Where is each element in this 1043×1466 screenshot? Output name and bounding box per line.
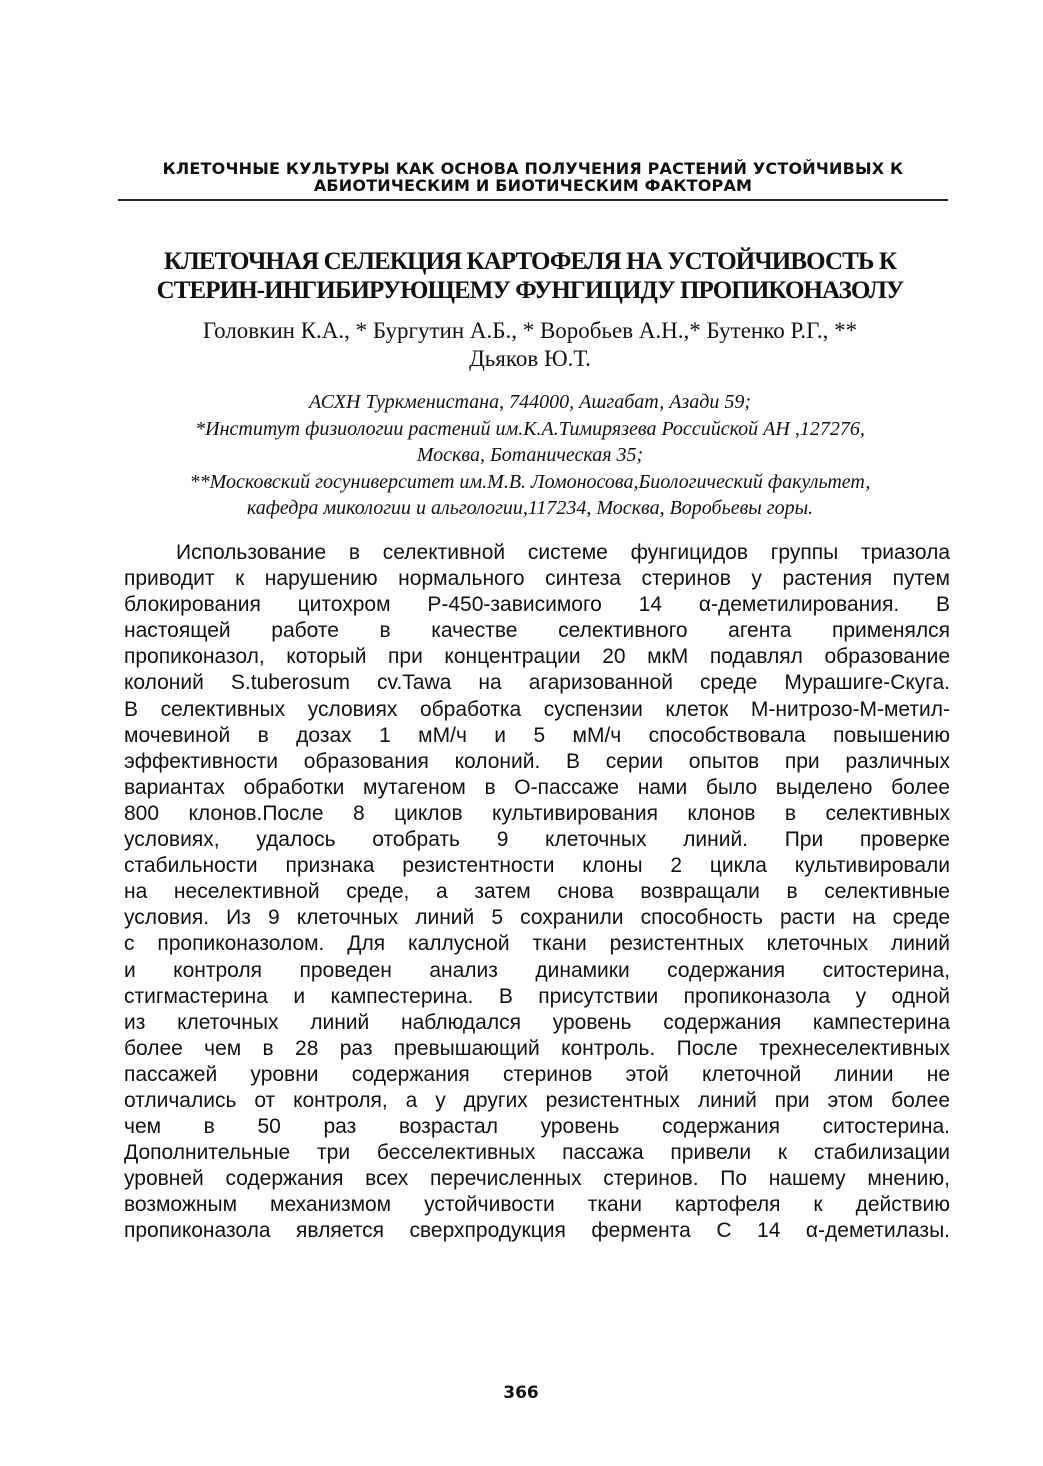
- body-line: отличались от контроля, а у других резистентных линий при этом более: [124, 1088, 950, 1112]
- authors-line-1: Головкин К.А., * Бургутин А.Б., * Воробьев А.Н.,* Бутенко Р.Г., **: [202, 318, 858, 343]
- body-line: стабильности признака резистентности клоны 2 цикла культивировали: [124, 854, 950, 878]
- body-line: колоний S.tuberosum cv.Tawa на агаризованной среде Мурашиге-Скуга.: [124, 671, 950, 695]
- affiliation-line: **Московский госуниверситет им.М.В. Ломоносова,Биологический факультет,: [189, 470, 871, 493]
- affiliation-line: *Институт физиологии растений им.К.А.Тимирязева Российской АН ,127276,: [195, 417, 865, 440]
- body-line: из клеточных линий наблюдался уровень содержания кампестерина: [124, 1010, 950, 1034]
- body-line: условиях, удалось отобрать 9 клеточных линий. При проверке: [124, 828, 950, 852]
- body-line: В селективных условиях обработка суспензии клеток М-нитрозо-М-метил-: [124, 697, 950, 721]
- body-line: мочевиной в дозах 1 мМ/ч и 5 мМ/ч способствовала повышению: [124, 723, 950, 747]
- article-title-line-2: СТЕРИН-ИНГИБИРУЮЩЕМУ ФУНГИЦИДУ ПРОПИКОНАЗОЛУ: [156, 277, 904, 304]
- body-line: пропиконазол, который при концентрации 20 мкМ подавлял образование: [124, 645, 950, 669]
- page-number: 366: [503, 1383, 539, 1403]
- affiliations: [120, 389, 940, 522]
- abstract-body: [124, 540, 950, 1245]
- authors-line-2: Дьяков Ю.Т.: [469, 346, 591, 371]
- body-line: возможным механизмом устойчивости ткани картофеля к действию: [124, 1193, 950, 1217]
- body-line: настоящей работе в качестве селективного агента применялся: [124, 619, 950, 643]
- body-line: пассажей уровни содержания стеринов этой клеточной линии не: [124, 1062, 950, 1086]
- body-line: уровней содержания всех перечисленных стеринов. По нашему мнению,: [124, 1167, 950, 1191]
- body-line: пропиконазола является сверхпродукция фермента С 14 α-деметилазы.: [124, 1219, 950, 1243]
- body-line: Дополнительные три бесселективных пассажа привели к стабилизации: [124, 1141, 950, 1165]
- body-line: блокирования цитохром Р-450-зависимого 14 α-деметилирования. В: [124, 593, 950, 617]
- running-header-line-2: АБИОТИЧЕСКИМ И БИОТИЧЕСКИМ ФАКТОРАМ: [313, 176, 753, 195]
- body-line: на неселективной среде, а затем снова возвращали в селективные: [124, 880, 950, 904]
- body-line: с пропиконазолом. Для каллусной ткани резистентных клеточных линий: [124, 932, 950, 956]
- body-line: и контроля проведен анализ динамики содержания ситостерина,: [124, 958, 950, 982]
- body-line: эффективности образования колоний. В серии опытов при различных: [124, 749, 950, 773]
- affiliation-line: кафедра микологии и альгологии,117234, Москва, Воробьевы горы.: [246, 497, 814, 519]
- header-rule: [118, 199, 948, 201]
- body-line: Использование в селективной системе фунгицидов группы триазола: [176, 541, 950, 564]
- body-line: приводит к нарушению нормального синтеза стеринов у растения путем: [124, 567, 950, 591]
- body-line: более чем в 28 раз превышающий контроль. После трехнеселективных: [124, 1036, 950, 1060]
- affiliation-line: Москва, Ботаническая 35;: [416, 444, 644, 466]
- article-title: [120, 247, 940, 305]
- body-line: 800 клонов.После 8 циклов культивирования клонов в селективных: [124, 801, 950, 825]
- article-title-line-1: КЛЕТОЧНАЯ СЕЛЕКЦИЯ КАРТОФЕЛЯ НА УСТОЙЧИВОСТЬ К: [163, 248, 897, 275]
- body-line: вариантах обработки мутагеном в О-пассаже нами было выделено более: [124, 775, 950, 799]
- authors: [120, 317, 940, 373]
- body-line: условия. Из 9 клеточных линий 5 сохранили способность расти на среде: [124, 906, 950, 930]
- running-header: [118, 160, 948, 194]
- body-line: стигмастерина и кампестерина. В присутствии пропиконазола у одной: [124, 984, 950, 1008]
- running-header-line-1: КЛЕТОЧНЫЕ КУЛЬТУРЫ КАК ОСНОВА ПОЛУЧЕНИЯ РАСТЕНИЙ УСТОЙЧИВЫХ К: [162, 159, 904, 178]
- body-line: чем в 50 раз возрастал уровень содержания ситостерина.: [124, 1115, 950, 1139]
- affiliation-line: АСХН Туркменистана, 744000, Ашгабат, Азади 59;: [308, 391, 752, 413]
